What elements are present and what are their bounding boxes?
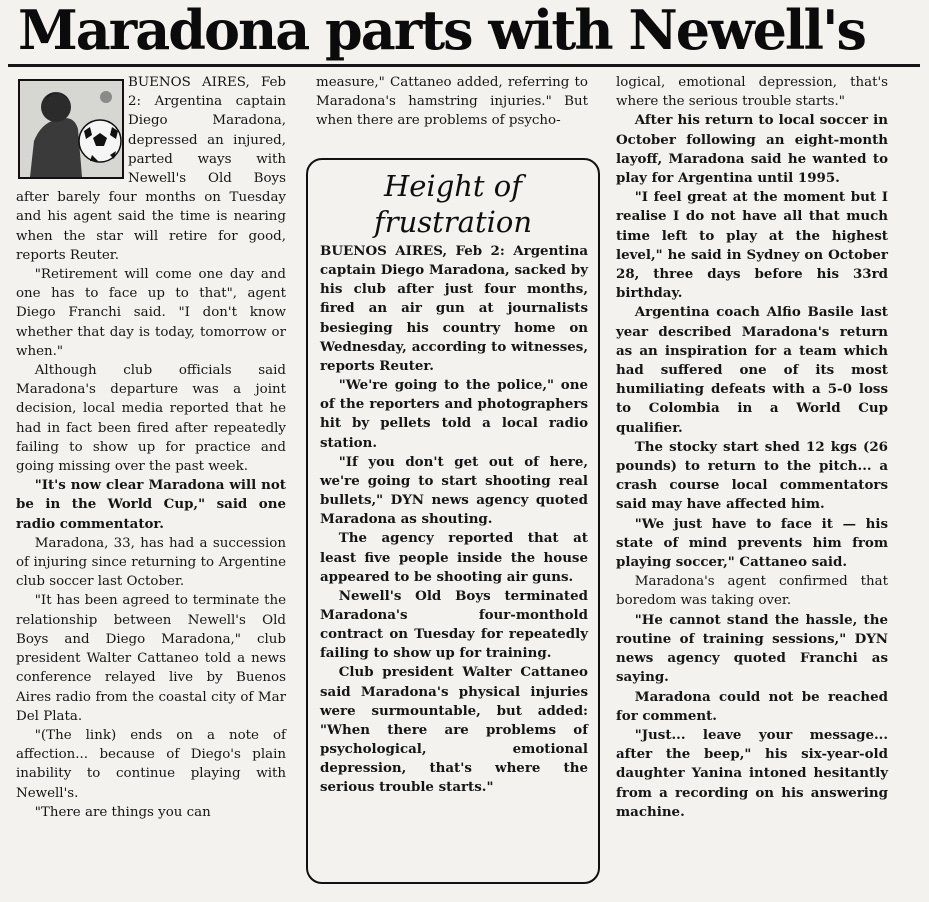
article-column-1 bbox=[16, 73, 286, 822]
sidebar-paragraph: Club president Walter Cattaneo said Maradona's physical injuries were surmountable, but added: "When there are problems of psychological, emotional depression, that's where the serious trouble starts." bbox=[320, 664, 588, 796]
article-paragraph: The stocky start shed 12 kgs (26 pounds) to return to the pitch... a crash course local commentators said may have affected him. bbox=[616, 438, 888, 513]
article-paragraph: "It has been agreed to terminate the relationship between Newell's Old Boys and Diego Maradona," club president Walter Cattaneo told a news conference relayed live by Buenos Aires radio from the coastal city of Mar Del Plata. bbox=[16, 593, 286, 724]
article-paragraph: Maradona could not be reached for comment. bbox=[616, 688, 888, 724]
sidebar-paragraph: "If you don't get out of here, we're going to start shooting real bullets," DYN news agency quoted Maradona as shouting. bbox=[320, 453, 588, 528]
article-paragraph: "Retirement will come one day and one has to face up to that", agent Diego Franchi said. "I don't know whether that day is today, tomorrow or when." bbox=[16, 267, 286, 359]
article-paragraph: "We just have to face it — his state of mind prevents him from playing soccer," Cattaneo said. bbox=[616, 515, 888, 571]
article-column-2 bbox=[316, 73, 588, 131]
article-paragraph: "(The link) ends on a note of affection... because of Diego's plain inability to continue playing with Newell's. bbox=[16, 727, 286, 801]
article-paragraph: After his return to local soccer in October following an eight-month layoff, Maradona said he wanted to play for Argentina until 1995. bbox=[616, 112, 888, 187]
article-paragraph: BUENOS AIRES, Feb 2: Argentina captain Diego Maradona, depressed an injured, parted ways with Newell's Old Boys after barely four months on Tuesday and his agent said the time is nearing when the star will retire for good, reports Reuter. bbox=[16, 75, 286, 263]
sidebar-paragraph: "We're going to the police," one of the reporters and photographers hit by pellets told a local radio station. bbox=[320, 377, 588, 451]
article-paragraph: logical, emotional depression, that's where the serious trouble starts." bbox=[616, 75, 888, 110]
article-paragraph: "I feel great at the moment but I realise I do not have all that much time left to play at the highest level," he said in Sydney on October 28, three days before his 33rd birthday. bbox=[616, 189, 888, 302]
article-paragraph: "There are things you can bbox=[34, 804, 211, 820]
article-paragraph: "Just... leave your message... after the beep," his six-year-old daughter Yanina intoned hesitantly from a recording on his answering machine. bbox=[616, 726, 888, 820]
sidebar-title: Height of frustration bbox=[373, 169, 533, 239]
article-paragraph: Maradona, 33, has had a succession of injuring since returning to Argentine club soccer last October. bbox=[16, 535, 286, 590]
sidebar-body bbox=[320, 242, 588, 798]
sidebar-box bbox=[306, 158, 600, 884]
article-paragraph: measure," Cattaneo added, referring to Maradona's hamstring injuries." But when there are problems of psycho- bbox=[316, 75, 588, 129]
sidebar-paragraph: Newell's Old Boys terminated Maradona's four-monthold contract on Tuesday for repeatedly failing to show up for training. bbox=[320, 587, 588, 662]
article-paragraph: "He cannot stand the hassle, the routine of training sessions," DYN news agency quoted Franchi as saying. bbox=[616, 611, 888, 686]
article-paragraph: "It's now clear Maradona will not be in the World Cup," said one radio commentator. bbox=[16, 477, 286, 532]
article-paragraph: Maradona's agent confirmed that boredom was taking over. bbox=[616, 574, 888, 609]
sidebar-paragraph: BUENOS AIRES, Feb 2: Argentina captain Diego Maradona, sacked by his club after just four months, fired an air gun at journalists besieging his country home on Wednesday, according to witnesses, reports Reuter. bbox=[320, 243, 588, 374]
photo-spacer bbox=[16, 73, 128, 186]
article-paragraph: Argentina coach Alfio Basile last year described Maradona's return as an inspiration for a team which had suffered one of its most humiliating defeats with a 5-0 loss to Colombia in a World Cup qualifier. bbox=[616, 304, 888, 436]
sidebar-paragraph: The agency reported that at least five people inside the house appeared to be shooting air guns. bbox=[320, 530, 588, 585]
headline: Maradona parts with Newell's bbox=[18, 0, 865, 62]
headline-rule bbox=[8, 64, 920, 67]
article-column-3 bbox=[616, 73, 888, 822]
article-paragraph: Although club officials said Maradona's departure was a joint decision, local media reported that he had in fact been fired after repeatedly failing to show up for practice and going missing over the past week. bbox=[16, 363, 286, 475]
